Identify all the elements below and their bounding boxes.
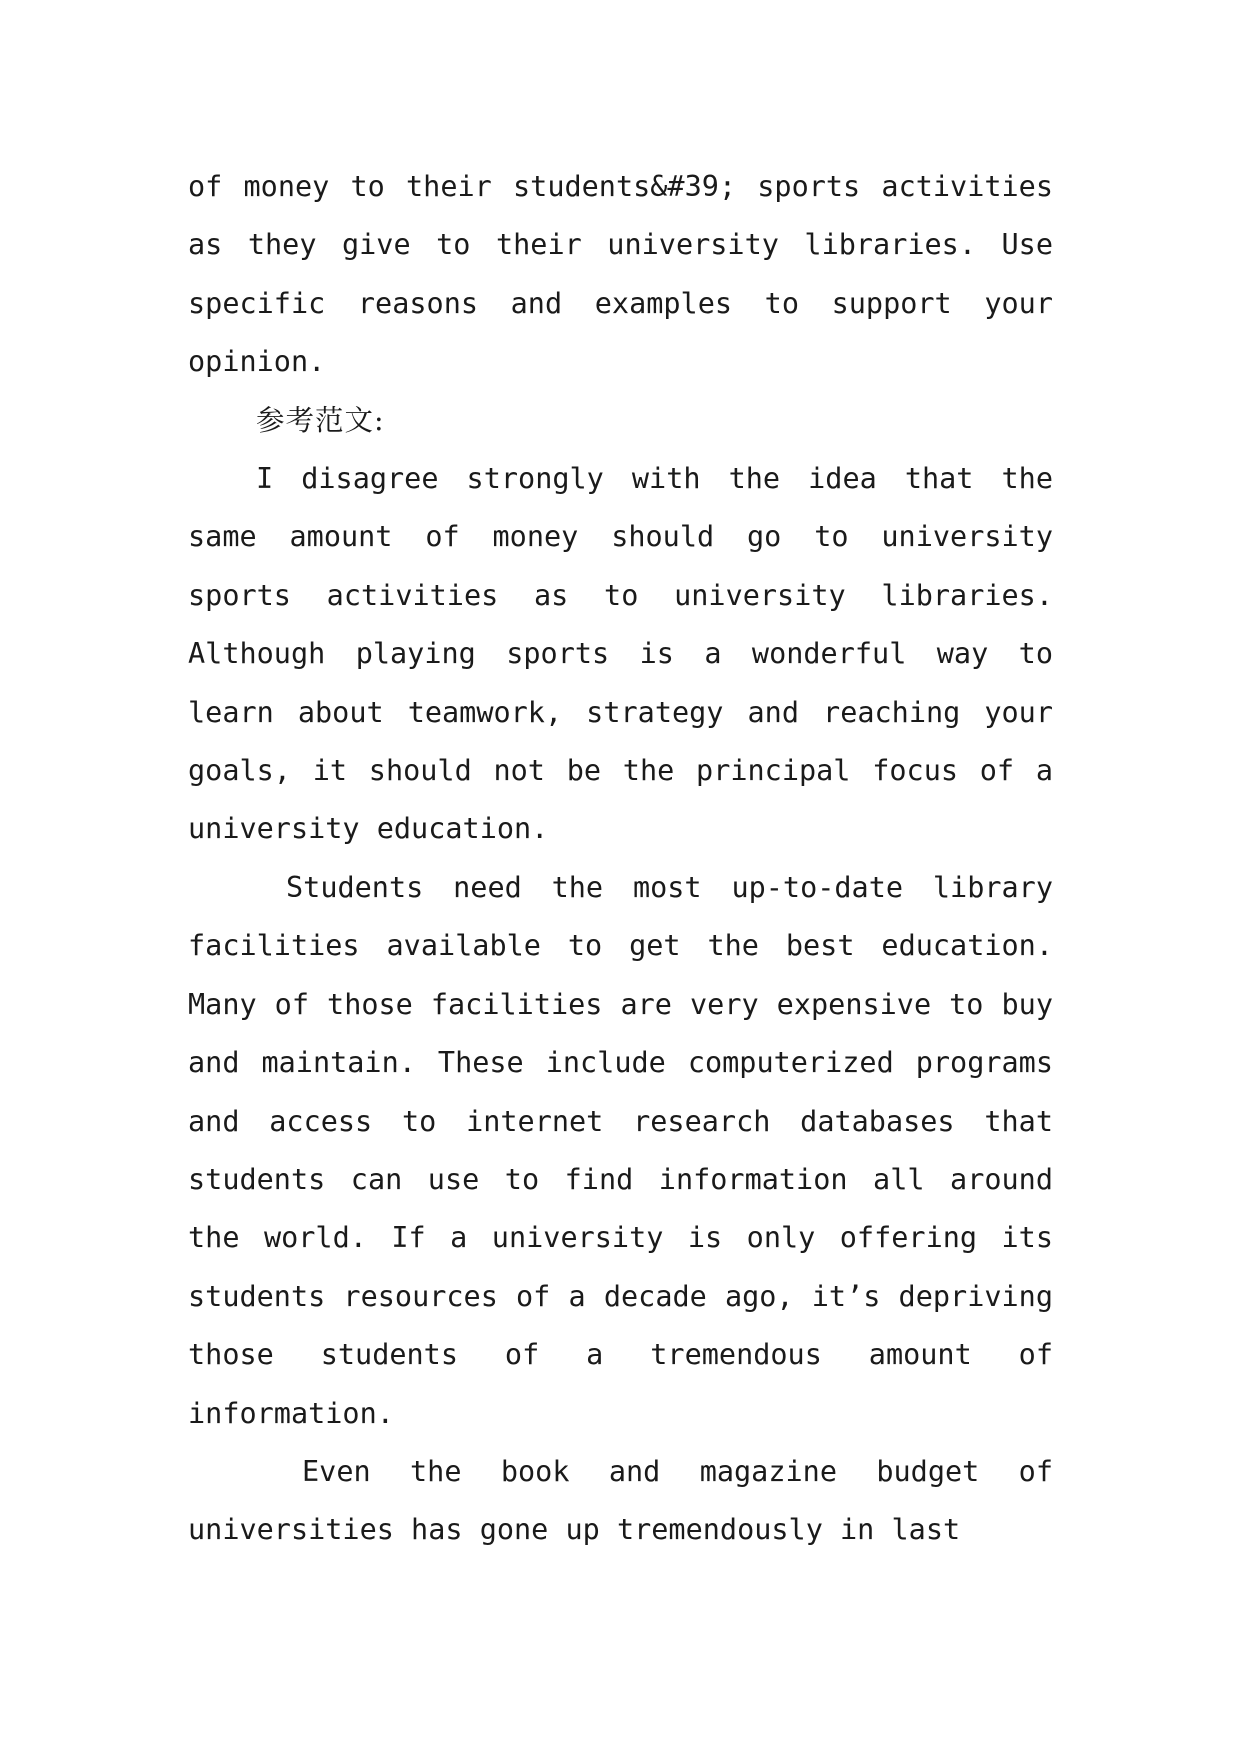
essay-paragraph-3: Even the book and magazine budget of universities has gone up tremendously in last xyxy=(188,1454,1053,1547)
model-essay-heading: 参考范文: xyxy=(256,403,385,437)
document-body xyxy=(188,158,1053,1560)
prompt-continuation-paragraph: of money to their students&#39; sports activities as they give to their university libraries. Use specific reasons and examples to support your opinion. xyxy=(188,170,1053,379)
essay-paragraph-1: I disagree strongly with the idea that the same amount of money should go to university sports activities as to university libraries. Although playing sports is a wonderful way to learn about teamwork, strategy and reaching your goals, it should not be the principal focus of a university education. xyxy=(188,462,1053,846)
essay-paragraph-2: Students need the most up-to-date library facilities available to get the best education. Many of those facilities are very expensive to buy and maintain. These include computerized programs and access to internet research databases that students can use to find information all around the world. If a university is only offering its students resources of a decade ago, it’s depriving those students of a tremendous amount of information. xyxy=(188,870,1053,1430)
